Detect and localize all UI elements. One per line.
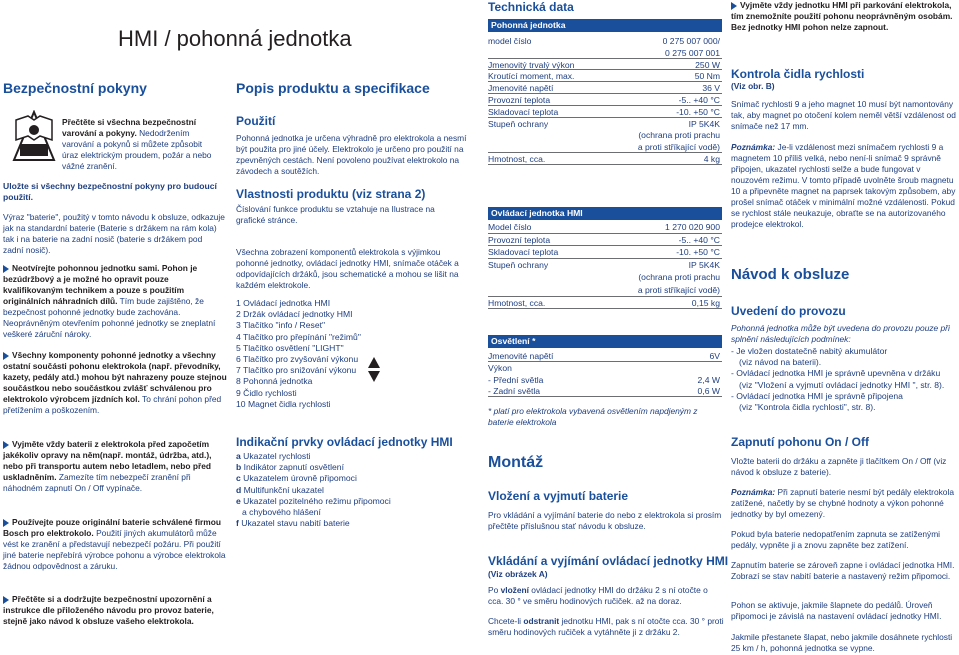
table-cell-value: -5.. +40 °C bbox=[678, 234, 720, 245]
table-cell-label: Kroutící moment, max. bbox=[488, 71, 575, 82]
list-item: 4 Tlačítko pro přepínání "režimů" bbox=[236, 331, 361, 342]
lighting-bar: Osvětlení * bbox=[488, 335, 722, 348]
table-cell-value: 0,15 kg bbox=[691, 297, 720, 308]
startup-intro: Pohonná jednotka může být uvedena do provozu pouze při splnění následujících podmínek: bbox=[731, 323, 950, 344]
table-cell-label: - Přední světla bbox=[488, 374, 544, 385]
onoff-text: Vložte baterii do držáku a zapněte ji tlačítkem On / Off (viz návod k obsluze z baterie). bbox=[731, 456, 947, 477]
table-cell-value: a proti stříkající vodě) bbox=[637, 142, 720, 153]
features-sub: Číslování funkce produktu se vztahuje na Ilustrace na grafické stránce. bbox=[236, 204, 435, 225]
features-text: Všechna zobrazení komponentů elektrokola s výjimkou pohonné jednotky, ovládací jednotky HMI, snímače otáček a odpovídajících držáků, jsou schematické a mohou se lišit na každém elektrokole. bbox=[236, 247, 459, 290]
list-item: e Ukazatel pozitelného režimu připomoci bbox=[236, 495, 391, 506]
table-divider bbox=[488, 164, 722, 165]
onoff-heading: Zapnutí pohonu On / Off bbox=[731, 435, 869, 449]
table-cell-value: 2,4 W bbox=[697, 374, 720, 385]
list-item: - Ovládací jednotka HMI je správně upevněna v držáku bbox=[731, 368, 941, 379]
table-cell-value: 0 275 007 001 bbox=[665, 47, 720, 58]
list-item: 5 Tlačítko osvětlení "LIGHT" bbox=[236, 342, 344, 353]
insert-battery-heading: Vložení a vyjmutí baterie bbox=[488, 489, 629, 503]
hmi-remove-text: Chcete-li odstranit jednotku HMI, pak s ní otočte cca. 30 ° proti směru hodinových ručiček a vytáhněte ji z držáku 2. bbox=[488, 616, 724, 637]
table-cell-label: Model číslo bbox=[488, 222, 532, 232]
bullet-3: Vyjměte vždy baterii z elektrokola před započetím jakékoliv opravy na něm(např. montáž, údržba, atd.), nebo při transportu autem nebo letadlem, nebo před uskladněním. Zamezíte tím nebezpečí zranění při náhodném zapnutí On / Off vypínače. bbox=[3, 439, 212, 493]
bullet-arrow-icon bbox=[3, 596, 9, 604]
warning-normal: Nedodržením varování a pokynů si můžete způsobit úraz elektrickým proudem, požár a nebo vážné zranění. bbox=[62, 128, 212, 171]
page-title: HMI / pohonná jednotka bbox=[118, 26, 352, 51]
onoff-text-3: Pohon se aktivuje, jakmile šlapnete do pedálů. Úroveň připomoci je závislá na nastavení ovládací jednotky HMI. bbox=[731, 600, 942, 621]
startup-heading: Uvedení do provozu bbox=[731, 304, 846, 318]
sensor-sub: (Viz obr. B) bbox=[731, 81, 775, 91]
use-heading: Použití bbox=[236, 114, 276, 128]
onoff-text-1: Pokud byla baterie nedopatřením zapnuta se zatíženými pedály, vypněte ji a znovu zapněte bez zatížení. bbox=[731, 529, 941, 550]
onoff-text-2: Zapnutím baterie se zároveň zapne i ovládací jednotka HMI. Zobrazí se stav nabití baterie a nastavený režim připomoci. bbox=[731, 560, 955, 581]
list-item: a chybového hlášení bbox=[242, 507, 321, 518]
hmi-insert-sub: (Viz obrázek A) bbox=[488, 569, 548, 579]
tech-heading: Technická data bbox=[488, 0, 574, 14]
product-heading: Popis produktu a specifikace bbox=[236, 80, 430, 96]
table-cell-label: Jmenovité napětí bbox=[488, 83, 554, 94]
table-cell-value: (ochrana proti prachu bbox=[638, 130, 720, 141]
bullet-arrow-icon bbox=[3, 441, 9, 449]
table-cell-value: 0,6 W bbox=[697, 386, 720, 397]
table-cell-value: 6V bbox=[709, 351, 720, 361]
table-cell-value: -10. +50 °C bbox=[676, 106, 720, 117]
list-item: d Multifunkční ukazatel bbox=[236, 484, 324, 495]
list-item: 9 Čidlo rychlosti bbox=[236, 387, 297, 398]
list-item: 8 Pohonná jednotka bbox=[236, 376, 313, 387]
table-cell-value: IP 5K4K bbox=[688, 259, 720, 270]
list-item: 1 Ovládací jednotka HMI bbox=[236, 298, 331, 308]
table-cell-value: -10. +50 °C bbox=[676, 247, 720, 258]
list-item: - Ovládací jednotka HMI je správně připojena bbox=[731, 390, 903, 401]
use-text: Pohonná jednotka je určena výhradně pro elektrokola a nesmí být použita pro jiné účely. Elektrokolo je určeno pro použití na zpevněných cestách. Není povoleno používat elektrokolo na závodech a soutěžích. bbox=[236, 133, 467, 176]
onoff-text-4: Jakmile přestanete šlapat, nebo jakmile dosáhnete rychlosti 25 km / h, pohonná jednotka se vypne. bbox=[731, 632, 953, 653]
bullet-arrow-icon bbox=[731, 2, 737, 10]
table-cell-label: model číslo bbox=[488, 36, 532, 46]
table-cell-value: 250 W bbox=[695, 59, 720, 70]
list-item: (viz návod na baterii). bbox=[739, 357, 822, 368]
montaz-heading: Montáž bbox=[488, 454, 544, 471]
list-item: 10 Magnet čidla rychlosti bbox=[236, 398, 331, 409]
bullet-2: Všechny komponenty pohonné jednotky a všechny ostatní součásti pohonu elektrokola (např. převodníky, kazety, pedály atd.) mohou být nahrazeny pouze stejnou součástkou nebo součástkou zvlášť schválenou pro elektrokolo výrobcem jízdních kol. To chrání pohon před přetížením a poškozením. bbox=[3, 350, 227, 415]
warning-bold: Přečtěte si všechna bezpečnostní varování a pokyny. bbox=[62, 117, 197, 138]
table-cell-label: Skladovací teplota bbox=[488, 106, 559, 117]
manual-heading: Návod k obsluze bbox=[731, 266, 850, 283]
down-triangle-icon bbox=[368, 369, 380, 387]
hmi-bar: Ovládací jednotka HMI bbox=[488, 207, 722, 220]
table-cell-label: Výkon bbox=[488, 362, 512, 373]
insert-battery-text: Pro vkládání a vyjímání baterie do nebo z elektrokola si prosím přečtěte příslušnou stať návodu k obsluze. bbox=[488, 510, 722, 531]
table-cell-value: 4 kg bbox=[703, 154, 720, 164]
onoff-note: Poznámka: Při zapnutí baterie nesmí být pedály elektrokola zatížené, načetly by se chybné hodnoty a výkon pohonné jednotky by byl omezený. bbox=[731, 487, 954, 519]
sensor-heading: Kontrola čidla rychlosti bbox=[731, 67, 865, 81]
table-cell-label: Stupeň ochrany bbox=[488, 118, 549, 129]
table-cell-label: Hmotnost, cca. bbox=[488, 154, 546, 164]
warning-text bbox=[62, 117, 212, 172]
bullet-4: Používejte pouze originální baterie schválené firmou Bosch pro elektrokolo. Použití jiných akumulátorů může vést ke zranění a představují nebezpečí požáru. Při použití jiné baterie nepřebírá výrobce pohonu a výrobce elektrokola žádnou odpovědnost a záruku. bbox=[3, 517, 226, 571]
table-cell-value: 36 V bbox=[702, 83, 720, 94]
table-cell-label: Jmenovité napětí bbox=[488, 351, 554, 361]
component-list bbox=[236, 298, 436, 410]
table-cell-label: Skladovací teplota bbox=[488, 247, 559, 258]
list-item: c Ukazatelem úrovně připomoci bbox=[236, 473, 357, 484]
drive-unit-bar: Pohonná jednotka bbox=[488, 19, 722, 32]
safety-heading: Bezpečnostní pokyny bbox=[3, 80, 147, 96]
table-cell-value: IP 5K4K bbox=[688, 118, 720, 129]
indicator-list bbox=[236, 451, 456, 529]
table-cell-value: 0 275 007 000/ bbox=[662, 36, 720, 46]
sensor-note: Poznámka: Je-li vzdálenost mezi snímačem rychlosti 9 a magnetem 10 příliš velká, nebo není-li snímač 9 správně připojen, ukazatel rychlosti selže a bude fungovat v nouzovém režimu. V tomto případě uvolněte šroub magnetu 10 a připevněte magnet na paprsek takovým způsobem, aby prošel snímač otáček v minimální možné vzdálenosti. Pokud se rychlost stále neukazuje, obraťte se na autorizovaného prodejce elektrokol. bbox=[731, 142, 956, 229]
bullet-arrow-icon bbox=[3, 265, 9, 273]
list-item: 7 Tlačítko pro snižování výkonu bbox=[236, 365, 357, 376]
list-item: (viz "Vložení a vyjmutí ovládací jednotky HMI ", str. 8). bbox=[739, 379, 945, 390]
bullet-arrow-icon bbox=[3, 519, 9, 527]
table-cell-label: Jmenovitý trvalý výkon bbox=[488, 59, 575, 70]
bullet-1: Neotvírejte pohonnou jednotku sami. Pohon je bezúdržbový a je možné ho opravit pouze kvalifikovaným technikem a pouze s použitím originálních náhradních dílů. Tím bude zajištěno, že bezpečnost pohonné jednotky bude zachována. Neoprávněným otevřením pohonné jednotky se zneplatní veškeré záruční nároky. bbox=[3, 263, 216, 339]
list-item: b Indikátor zapnutí osvětlení bbox=[236, 462, 344, 473]
remove-hmi-warning: Vyjměte vždy jednotku HMI při parkování elektrokola, tím znemožníte použití pohonu neoprávněným osobám. Bez jednotky HMI pohon nelze zapnout. bbox=[731, 0, 953, 32]
bullet-arrow-icon bbox=[3, 352, 9, 360]
table-cell-label: Provozní teplota bbox=[488, 95, 551, 105]
table-cell-value: 1 270 020 900 bbox=[665, 222, 720, 232]
bullet-5: Přečtěte si a dodržujte bezpečnostní upozornění a instrukce dle přiloženého návodu pro provoz baterie, stejně jako návod k obsluze vašeho elektrokola. bbox=[3, 594, 214, 626]
list-item: 3 Tlačítko "info / Reset" bbox=[236, 320, 326, 331]
table-cell-value bbox=[600, 362, 720, 374]
table-cell-value: (ochrana proti prachu bbox=[638, 272, 720, 283]
hmi-insert-heading: Vkládání a vyjímání ovládací jednotky HMI bbox=[488, 554, 729, 568]
list-item: f Ukazatel stavu nabití baterie bbox=[236, 518, 350, 529]
battery-definition: Výraz "baterie", použitý v tomto návodu k obsluze, odkazuje jak na standardní baterie (Baterie s držákem na rám kola) tak i na baterie na zadní nosič (baterie s držákem pod zadní nosič). bbox=[3, 212, 225, 255]
keep-instructions: Uložte si všechny bezpečnostní pokyny pro budoucí použití. bbox=[3, 181, 217, 203]
list-item: a Ukazatel rychlosti bbox=[236, 451, 311, 461]
table-cell-value: a proti stříkající vodě) bbox=[637, 285, 720, 295]
sensor-text: Snímač rychlosti 9 a jeho magnet 10 musí být namontovány tak, aby magnet po otočení kolem neměl větší vzdálenost od snímače než 17 mm. bbox=[731, 99, 956, 131]
table-cell-label: Hmotnost, cca. bbox=[488, 297, 546, 308]
indicators-heading: Indikační prvky ovládací jednotky HMI bbox=[236, 435, 453, 449]
table-cell-label: Stupeň ochrany bbox=[488, 259, 549, 270]
list-item: (viz "Kontrola čidla rychlosti", str. 8). bbox=[739, 402, 876, 413]
table-divider bbox=[488, 396, 722, 397]
features-heading: Vlastnosti produktu (viz strana 2) bbox=[236, 187, 426, 201]
startup-conditions bbox=[731, 346, 957, 413]
table-cell-label: - Zadní světla bbox=[488, 386, 541, 397]
hmi-insert-text: Po vložení ovládací jednotky HMI do držáku 2 s ní otočte o cca. 30 ° ve směru hodinových ručiček. až na doraz. bbox=[488, 585, 708, 606]
list-item: 6 Tlačítko pro zvyšování výkonu bbox=[236, 354, 359, 365]
lighting-note: * platí pro elektrokola vybavená osvětlením napdjeným z baterie elektrokola bbox=[488, 406, 698, 427]
table-cell-value: -5.. +40 °C bbox=[678, 95, 720, 105]
table-divider bbox=[488, 308, 722, 309]
read-manual-icon bbox=[12, 110, 56, 162]
list-item: - Je vložen dostatečně nabitý akumulátor bbox=[731, 346, 888, 356]
table-cell-label: Provozní teplota bbox=[488, 234, 551, 245]
list-item: 2 Držák ovládací jednotky HMI bbox=[236, 309, 353, 320]
table-cell-value: 50 Nm bbox=[694, 71, 720, 82]
